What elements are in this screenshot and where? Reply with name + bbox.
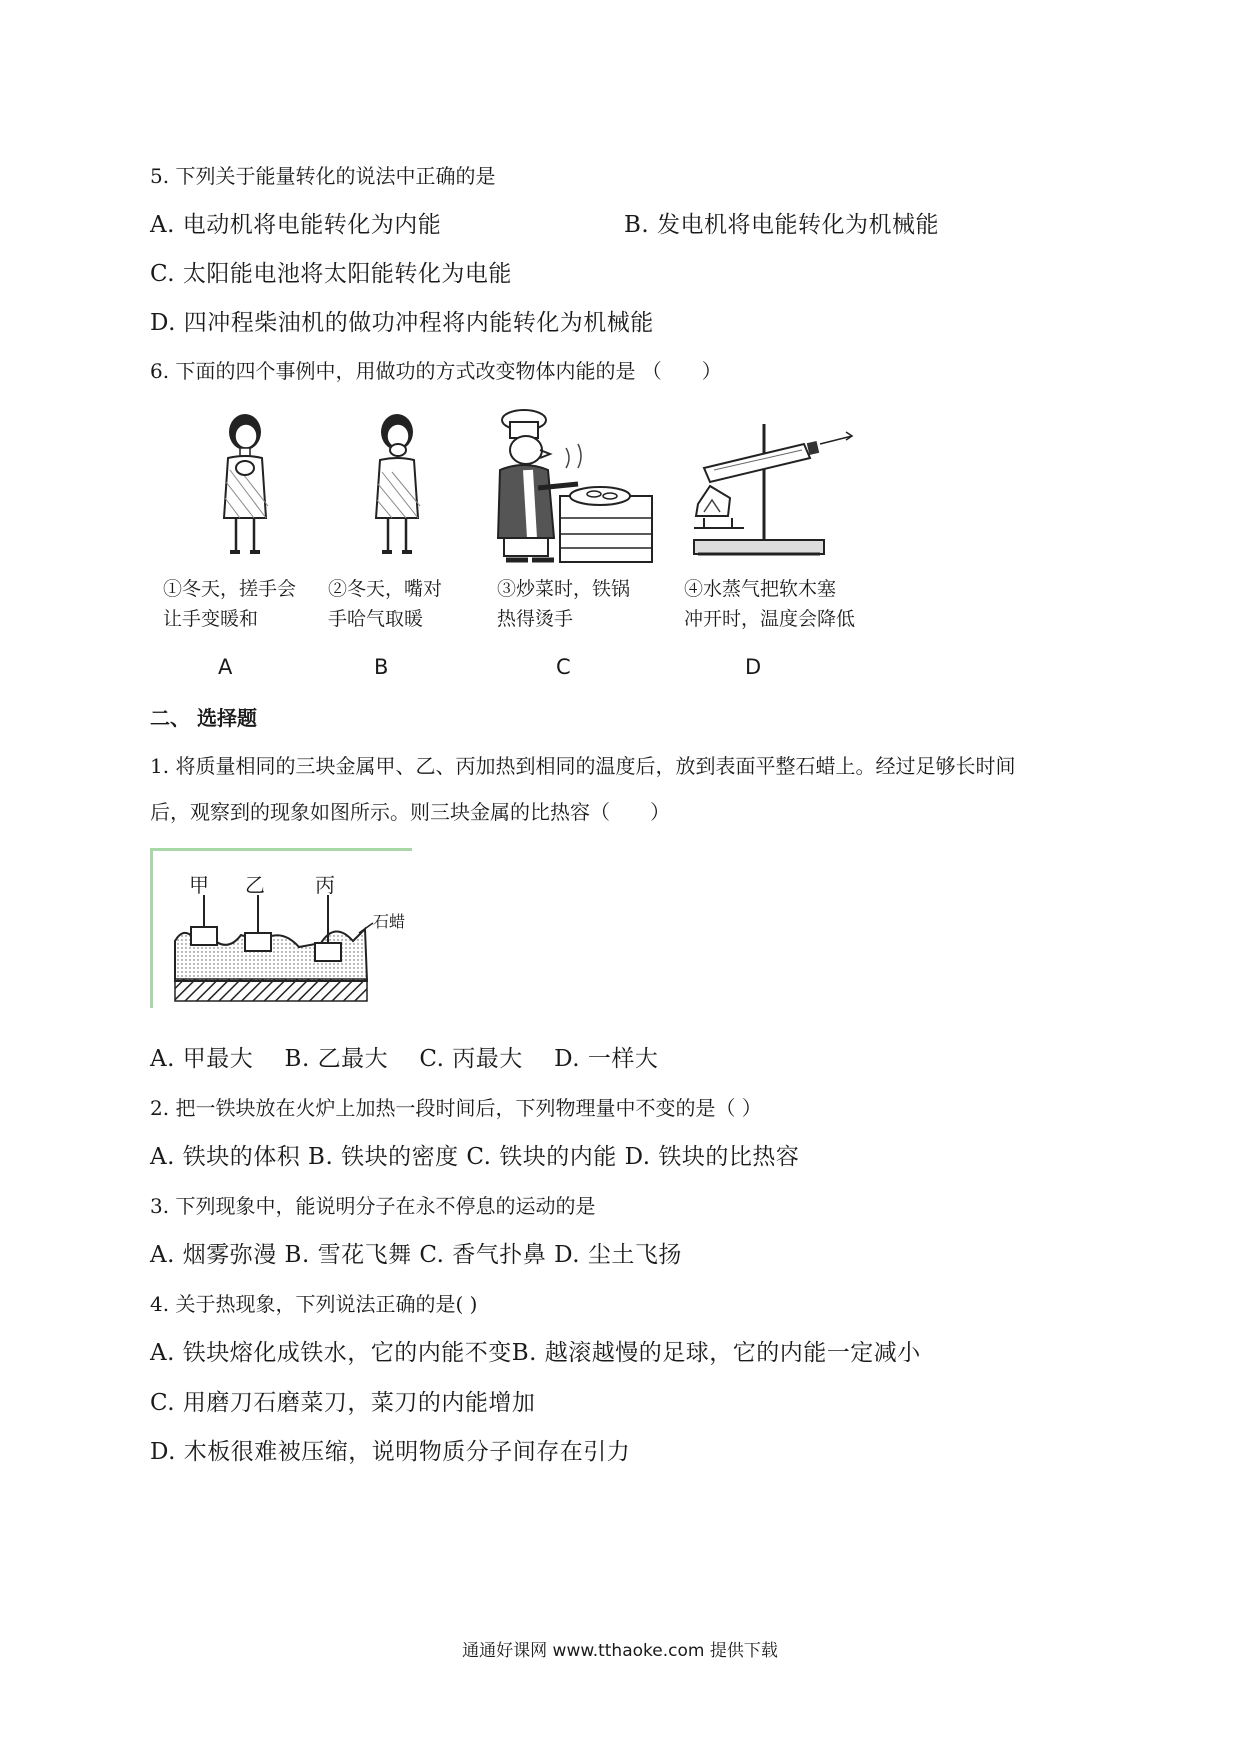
metal-label-yi: 乙 (245, 873, 265, 897)
figure-c-caption: ③炒菜时，铁锅 热得烫手 (497, 578, 631, 630)
q5-option-a: A. 电动机将电能转化为内能 (150, 212, 442, 238)
figure-d-caption: ④水蒸气把软木塞 冲开时，温度会降低 (684, 578, 856, 630)
figure-letter-b: B (374, 655, 389, 679)
s2-q2-options: A. 铁块的体积 B. 铁块的密度 C. 铁块的内能 D. 铁块的比热容 (150, 1144, 800, 1170)
s2-q1-stem-line2: 后，观察到的现象如图所示。则三块金属的比热容（ ） (150, 800, 670, 824)
figure-chef-wok (488, 408, 658, 568)
s2-q1-stem-line1: 1. 将质量相同的三块金属甲、乙、丙加热到相同的温度后，放到表面平整石蜡上。经过足够长时间 (150, 754, 1016, 778)
s2-q4-options-ab: A. 铁块熔化成铁水，它的内能不变B. 越滚越慢的足球，它的内能一定减小 (150, 1340, 921, 1366)
wax-label: 石蜡 (373, 912, 406, 931)
figure-test-tube-cork (684, 408, 854, 564)
metal-label-jia: 甲 (189, 873, 209, 897)
s2-q3-options: A. 烟雾弥漫 B. 雪花飞舞 C. 香气扑鼻 D. 尘土飞扬 (150, 1242, 682, 1268)
figure-b-caption: ②冬天，嘴对 手哈气取暖 (328, 578, 443, 630)
metal-label-bing: 丙 (315, 873, 335, 897)
q5-option-c: C. 太阳能电池将太阳能转化为电能 (150, 261, 512, 287)
figure-letter-d: D (745, 655, 762, 679)
figure-a-caption: ①冬天，搓手会 让手变暖和 (163, 578, 297, 630)
q5-option-d: D. 四冲程柴油机的做功冲程将内能转化为机械能 (150, 310, 654, 336)
page-footer: 通通好课网 www.tthaoke.com 提供下载 (462, 1641, 778, 1661)
q5-stem: 5. 下列关于能量转化的说法中正确的是 (150, 164, 496, 188)
figure-letter-c: C (556, 655, 571, 679)
figure-girl-breathing-hands (352, 410, 442, 560)
s2-q1-options: A. 甲最大 B. 乙最大 C. 丙最大 D. 一样大 (150, 1046, 659, 1072)
q6-stem: 6. 下面的四个事例中，用做功的方式改变物体内能的是 （ ） (150, 359, 722, 383)
figure-letter-a: A (218, 655, 233, 679)
section-heading: 二、 选择题 (150, 706, 257, 730)
figure-girl-rubbing-hands (200, 410, 290, 560)
s2-q3-stem: 3. 下列现象中，能说明分子在永不停息的运动的是 (150, 1194, 596, 1218)
s2-q4-option-c: C. 用磨刀石磨菜刀，菜刀的内能增加 (150, 1390, 536, 1416)
wax-figure (150, 848, 412, 1008)
s2-q4-stem: 4. 关于热现象，下列说法正确的是( ) (150, 1292, 478, 1316)
q5-option-b: B. 发电机将电能转化为机械能 (624, 212, 940, 238)
s2-q4-option-d: D. 木板很难被压缩，说明物质分子间存在引力 (150, 1439, 631, 1465)
s2-q2-stem: 2. 把一铁块放在火炉上加热一段时间后，下列物理量中不变的是（ ） (150, 1096, 762, 1120)
